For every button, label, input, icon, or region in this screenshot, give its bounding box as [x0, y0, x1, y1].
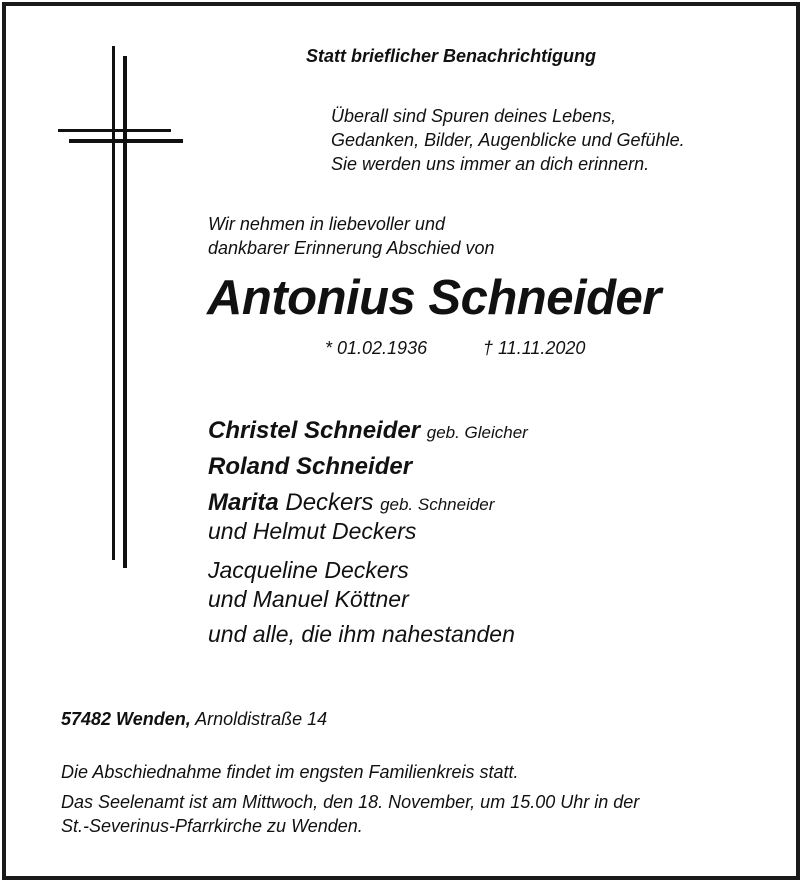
address: [61, 709, 327, 730]
mourner-alle: und alle, die ihm nahestanden: [208, 621, 515, 647]
mourner-last-name: Deckers: [285, 489, 374, 516]
mass-notice-line: St.-Severinus-Pfarrkirche zu Wenden.: [61, 816, 363, 836]
intro-line: dankbarer Erinnerung Abschied von: [208, 238, 495, 258]
intro-line: Wir nehmen in liebevoller und: [208, 214, 445, 234]
mourner-note: geb. Gleicher: [426, 423, 528, 442]
poem-line: Überall sind Spuren deines Lebens,: [331, 106, 617, 126]
farewell-notice: Die Abschiednahme findet im engsten Familienkreis statt.: [61, 762, 519, 782]
death-date: † 11.11.2020: [483, 338, 586, 358]
mourner-roland: Roland Schneider: [208, 453, 413, 480]
mourner-first-name: Marita: [208, 489, 279, 516]
mass-notice-line: Das Seelenamt ist am Mittwoch, den 18. November, um 15.00 Uhr in der: [61, 792, 640, 812]
mourner-note: geb. Schneider: [380, 495, 495, 514]
poem-line: Gedanken, Bilder, Augenblicke und Gefühle.: [331, 130, 685, 150]
mourner-jacqueline: Jacqueline Deckers: [208, 557, 409, 583]
deceased-name: Antonius Schneider: [207, 271, 661, 325]
header-text: Statt brieflicher Benachrichtigung: [306, 46, 597, 66]
mourner-helmut: und Helmut Deckers: [208, 518, 417, 544]
mourner-manuel: und Manuel Köttner: [208, 586, 409, 612]
mourner-christel: [208, 417, 528, 445]
address-street: Arnoldistraße 14: [195, 709, 328, 729]
address-city: 57482 Wenden,: [61, 709, 191, 729]
birth-date: * 01.02.1936: [325, 338, 428, 358]
mourner-name: Christel Schneider: [208, 417, 421, 444]
mourner-marita: [208, 489, 494, 517]
poem-line: Sie werden uns immer an dich erinnern.: [331, 154, 650, 174]
